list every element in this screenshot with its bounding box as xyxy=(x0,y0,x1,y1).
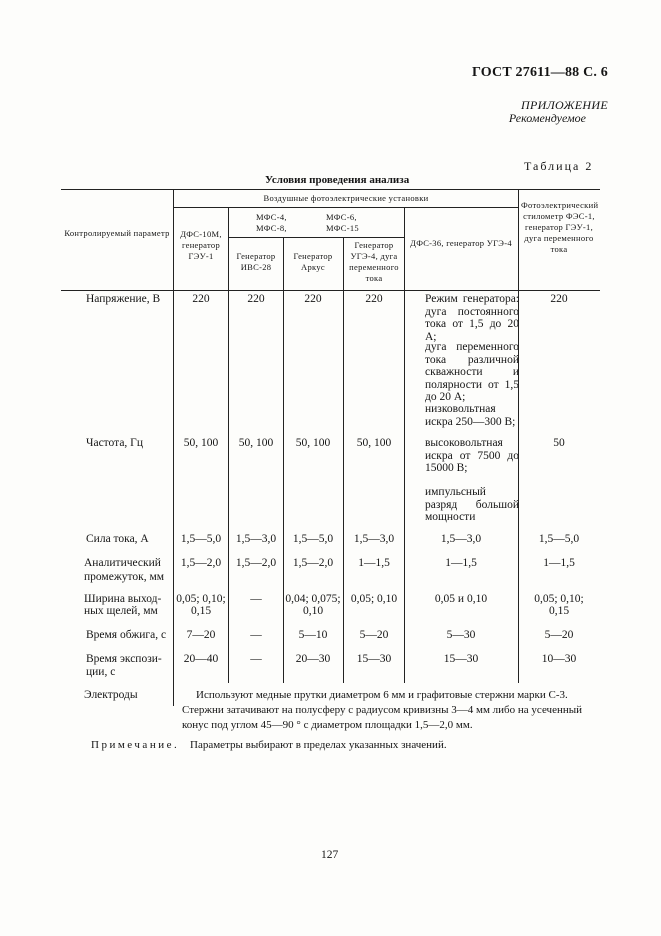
cell: 0,15 xyxy=(548,605,570,617)
cell: 5—10 xyxy=(298,629,328,641)
electrodes-text-3: конус под углом 45—90 ° с диаметром площадки 1,5—2,0 мм. xyxy=(182,719,473,731)
table-number: Таблица 2 xyxy=(524,159,594,173)
head-gen-uge4: Генератор УГЭ-4, дуга переменного тока xyxy=(349,240,399,283)
cell: 0,05; 0,10; xyxy=(534,593,584,605)
cell: 0,05; 0,10 xyxy=(350,593,398,605)
param-current: Сила тока, А xyxy=(86,533,149,545)
mode-text-3: низковольтная искра 250—300 В; xyxy=(425,403,516,428)
cell: 50 xyxy=(553,437,565,449)
mode-text-2: дуга переменного тока различной скважности и полярности от 1,5 до 20 А; xyxy=(425,341,519,403)
electrodes-text-1: Используют медные прутки диаметром 6 мм и графитовые стержни марки С-3. xyxy=(196,689,568,701)
appendix-label: ПРИЛОЖЕНИЕ xyxy=(521,98,608,112)
mode-text-4: высоковольтная искра от 7500 до 15000 В; xyxy=(425,437,519,474)
param-slit-b: ных щелей, мм xyxy=(84,605,158,617)
cell: 1,5—5,0 xyxy=(180,533,222,545)
cell: 220 xyxy=(365,293,383,305)
table-caption: Условия проведения анализа xyxy=(265,174,410,186)
cell: 0,04; 0,075; xyxy=(285,593,341,605)
note-text: Параметры выбирают в пределах указанных значений. xyxy=(190,739,447,751)
document-header: ГОСТ 27611—88 С. 6 xyxy=(471,65,608,80)
param-electrodes: Электроды xyxy=(84,689,138,701)
cell: 1,5—3,0 xyxy=(235,533,277,545)
cell: 0,05; 0,10; xyxy=(176,593,226,605)
head-dfs10m: ДФС-10М, генератор ГЭУ-1 xyxy=(180,229,222,261)
cell: 220 xyxy=(192,293,210,305)
cell: 1—1,5 xyxy=(445,557,477,569)
cell: 50, 100 xyxy=(295,437,331,449)
head-mfs-a: МФС-4, МФС-8, xyxy=(256,212,287,233)
cell: 20—30 xyxy=(295,653,331,665)
cell: 5—20 xyxy=(544,629,574,641)
mode-text-5: импульсный разряд большой мощности xyxy=(425,486,519,523)
head-air-group: Воздушные фотоэлектрические установки xyxy=(263,193,429,203)
cell: 1,5—2,0 xyxy=(235,557,277,569)
head-photo: Фотоэлектрический стилометр ФЭС-1, генератор ГЭУ-1, дуга переменного тока xyxy=(521,200,599,254)
cell: 0,10 xyxy=(302,605,324,617)
head-gen-ivs28: Генератор ИВС-28 xyxy=(236,251,276,272)
cell: — xyxy=(250,629,262,641)
recommended-label: Рекомендуемое xyxy=(508,111,586,125)
cell: 220 xyxy=(550,293,568,305)
head-gen-arkus: Генератор Аркус xyxy=(293,251,333,272)
cell: 0,15 xyxy=(190,605,212,617)
cell: 50, 100 xyxy=(183,437,219,449)
page-number: 127 xyxy=(321,849,339,861)
cell: 1,5—5,0 xyxy=(292,533,334,545)
cell: 1,5—2,0 xyxy=(180,557,222,569)
cell: — xyxy=(250,593,262,605)
param-frequency: Частота, Гц xyxy=(86,437,143,449)
head-param: Контролируемый параметр xyxy=(64,228,170,238)
cell: 1,5—3,0 xyxy=(353,533,395,545)
cell: 1—1,5 xyxy=(358,557,390,569)
cell: 220 xyxy=(247,293,265,305)
cell: 5—20 xyxy=(359,629,389,641)
cell: 1,5—3,0 xyxy=(440,533,482,545)
cell: 1—1,5 xyxy=(543,557,575,569)
note-label: Примечание. xyxy=(91,739,180,751)
mode-text-1: Режим генератора: дуга постоянного тока от 1,5 до 20 А; xyxy=(425,293,519,343)
head-dfs36: ДФС-36, генератор УГЭ-4 xyxy=(410,238,512,248)
cell: 0,05 и 0,10 xyxy=(434,593,488,605)
param-slit-a: Ширина выход- xyxy=(84,593,162,605)
cell: — xyxy=(250,653,262,665)
cell: 10—30 xyxy=(541,653,577,665)
electrodes-text-2: Стержни затачивают на полусферу с радиусом кривизны 3—4 мм либо на усеченный xyxy=(182,704,583,716)
param-exposure-b: ции, с xyxy=(86,666,116,678)
param-exposure-a: Время экспози- xyxy=(86,653,162,665)
param-gap-b: промежуток, мм xyxy=(84,571,165,583)
cell: 1,5—2,0 xyxy=(292,557,334,569)
cell: 50, 100 xyxy=(238,437,274,449)
cell: 220 xyxy=(304,293,322,305)
param-gap-a: Аналитический xyxy=(84,557,161,569)
cell: 20—40 xyxy=(183,653,219,665)
cell: 1,5—5,0 xyxy=(538,533,580,545)
head-mfs-b: МФС-6, МФС-15 xyxy=(326,212,359,233)
cell: 15—30 xyxy=(443,653,479,665)
cell: 50, 100 xyxy=(356,437,392,449)
cell: 15—30 xyxy=(356,653,392,665)
param-burn-time: Время обжига, с xyxy=(86,629,167,641)
param-voltage: Напряжение, В xyxy=(86,293,161,305)
cell: 5—30 xyxy=(446,629,476,641)
cell: 7—20 xyxy=(186,629,216,641)
